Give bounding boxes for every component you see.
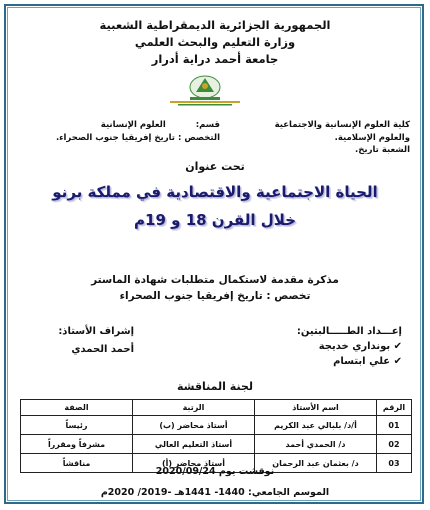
thesis-title-box <box>18 181 412 241</box>
memo-line2: تخصص : تاريخ إفريقيا جنوب الصحراء <box>119 290 311 302</box>
department-specialty: التخصص : تاريخ إفريقيا جنوب الصحراء. <box>55 133 220 143</box>
check-mark-icon: ✔ <box>393 341 402 352</box>
header-republic: الجمهورية الجزائرية الديمقراطية الشعبية <box>99 18 331 32</box>
student-name-1: بونداري خديجة <box>318 341 391 352</box>
thesis-title-line1: الحياة الاجتماعية والاقتصادية في مملكة برنو <box>52 183 378 201</box>
student-item-1 <box>252 341 402 352</box>
committee-title: لجنة المناقشة <box>176 380 253 393</box>
under-title-label: تحت عنوان <box>185 160 245 173</box>
department-value: العلوم الإنسانية <box>100 120 166 130</box>
memo-line1: مذكرة مقدمة لاستكمال متطلبات شهادة الماستر <box>91 274 339 286</box>
cell-name: أ/د/ بلبالي عبد الكريم <box>255 416 377 435</box>
cell-number: 02 <box>377 435 412 454</box>
student-name-2: علي ابتسام <box>333 356 391 367</box>
cell-number: 03 <box>377 454 412 473</box>
check-mark-icon: ✔ <box>393 356 402 367</box>
department-label: قسم: <box>195 120 220 130</box>
col-header-role: الصفة <box>21 400 133 416</box>
col-header-name: اسم الأستاذ <box>255 400 377 416</box>
header-ministry: وزارة التعليم والبحث العلمي <box>134 35 296 49</box>
faculty-line2: والعلوم الإسلامية. <box>334 133 410 143</box>
university-logo <box>150 70 260 108</box>
supervisor-name: أحمد الحمدي <box>71 344 134 355</box>
cell-name: د/ بعثمان عبد الرحمان <box>255 454 377 473</box>
committee-table <box>20 399 412 473</box>
cell-name: د/ الحمدي أحمد <box>255 435 377 454</box>
supervisor-label: إشراف الأستاذ: <box>58 326 134 337</box>
table-row <box>21 435 412 454</box>
cell-role: رئيساً <box>21 416 133 435</box>
header-university: جامعة أحمد دراية أدرار <box>151 52 279 66</box>
students-label: إعـــداد الطـــــالبتين: <box>296 326 402 337</box>
table-row <box>21 416 412 435</box>
cell-rank: أستاذ التعليم العالي <box>133 435 255 454</box>
cell-role: مناقشاً <box>21 454 133 473</box>
col-header-rank: الرتبة <box>133 400 255 416</box>
faculty-line3: الشعبة تاريخ. <box>355 145 410 155</box>
col-header-number: الرقم <box>377 400 412 416</box>
cell-role: مشرفاً ومقرراً <box>21 435 133 454</box>
cell-rank: أستاذ محاضر (أ) <box>133 454 255 473</box>
student-item-2 <box>252 356 402 367</box>
table-header-row <box>21 400 412 416</box>
cell-rank: أستاذ محاضر (ب) <box>133 416 255 435</box>
defense-date: نوقشت يوم 2020/09/24 <box>155 466 275 477</box>
department-line <box>20 120 220 131</box>
thesis-title-line2: خلال القرن 18 و 19م <box>134 211 296 229</box>
cell-number: 01 <box>377 416 412 435</box>
faculty-line1: كلية العلوم الإنسانية والاجتماعية <box>274 120 410 130</box>
academic-year: الموسم الجامعي: 1440- 1441هـ -2019/ 2020م <box>100 487 330 498</box>
